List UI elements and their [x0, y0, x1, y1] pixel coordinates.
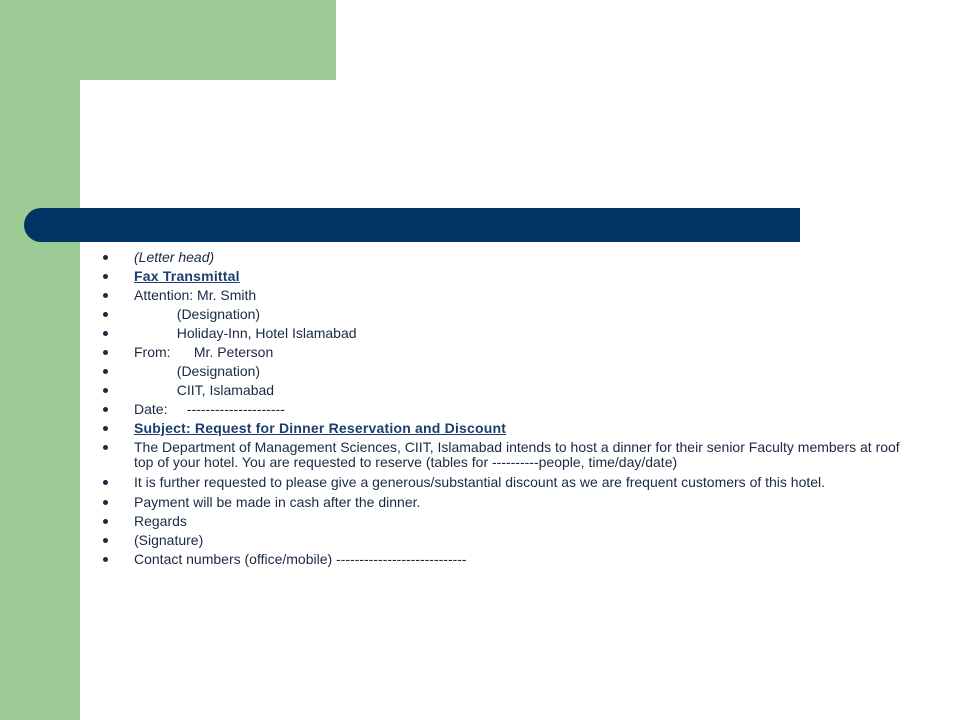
contact-item: [100, 552, 900, 567]
content-corner: [80, 80, 140, 140]
from-place-item: [100, 383, 900, 398]
letter-content: [100, 250, 900, 571]
from-place: CIIT, Islamabad: [134, 382, 275, 398]
subject-link[interactable]: Subject: Request for Dinner Reservation and Discount: [134, 420, 507, 436]
title-bar: [24, 208, 800, 242]
discount-paragraph: It is further requested to please give a generous/substantial discount as we are frequent customers of this hotel.: [134, 474, 826, 490]
signature-item: [100, 533, 900, 548]
fax-title-item: [100, 269, 900, 284]
body-item: [100, 440, 900, 470]
date-item: [100, 402, 900, 417]
payment-item: [100, 495, 900, 510]
attention-place-item: [100, 326, 900, 341]
attention-place: Holiday-Inn, Hotel Islamabad: [134, 325, 357, 341]
attention-item: [100, 288, 900, 303]
from-item: [100, 345, 900, 360]
attention-designation-item: [100, 307, 900, 322]
contact-line: Contact numbers (office/mobile) ----------------------------: [134, 551, 467, 567]
from-designation: (Designation): [134, 363, 261, 379]
letter-head-item: [100, 250, 900, 265]
fax-title-link[interactable]: Fax Transmittal: [134, 268, 240, 284]
regards-line: Regards: [134, 513, 187, 529]
signature-line: (Signature): [134, 532, 204, 548]
letter-head: (Letter head): [134, 249, 215, 265]
body-paragraph: The Department of Management Sciences, CIIT, Islamabad intends to host a dinner for their senior Faculty members at roof top of your hotel. You are requested to reserve (tables for ----------people, time/day/date): [134, 439, 900, 470]
top-green-band: [80, 0, 336, 80]
regards-item: [100, 514, 900, 529]
left-green-band: [0, 0, 80, 720]
attention-designation: (Designation): [134, 306, 261, 322]
attention-line: Attention: Mr. Smith: [134, 287, 257, 303]
from-designation-item: [100, 364, 900, 379]
subject-item: [100, 421, 900, 436]
payment-line: Payment will be made in cash after the dinner.: [134, 494, 421, 510]
discount-item: [100, 475, 900, 490]
date-line: Date: ---------------------: [134, 401, 285, 417]
from-line: From: Mr. Peterson: [134, 344, 274, 360]
